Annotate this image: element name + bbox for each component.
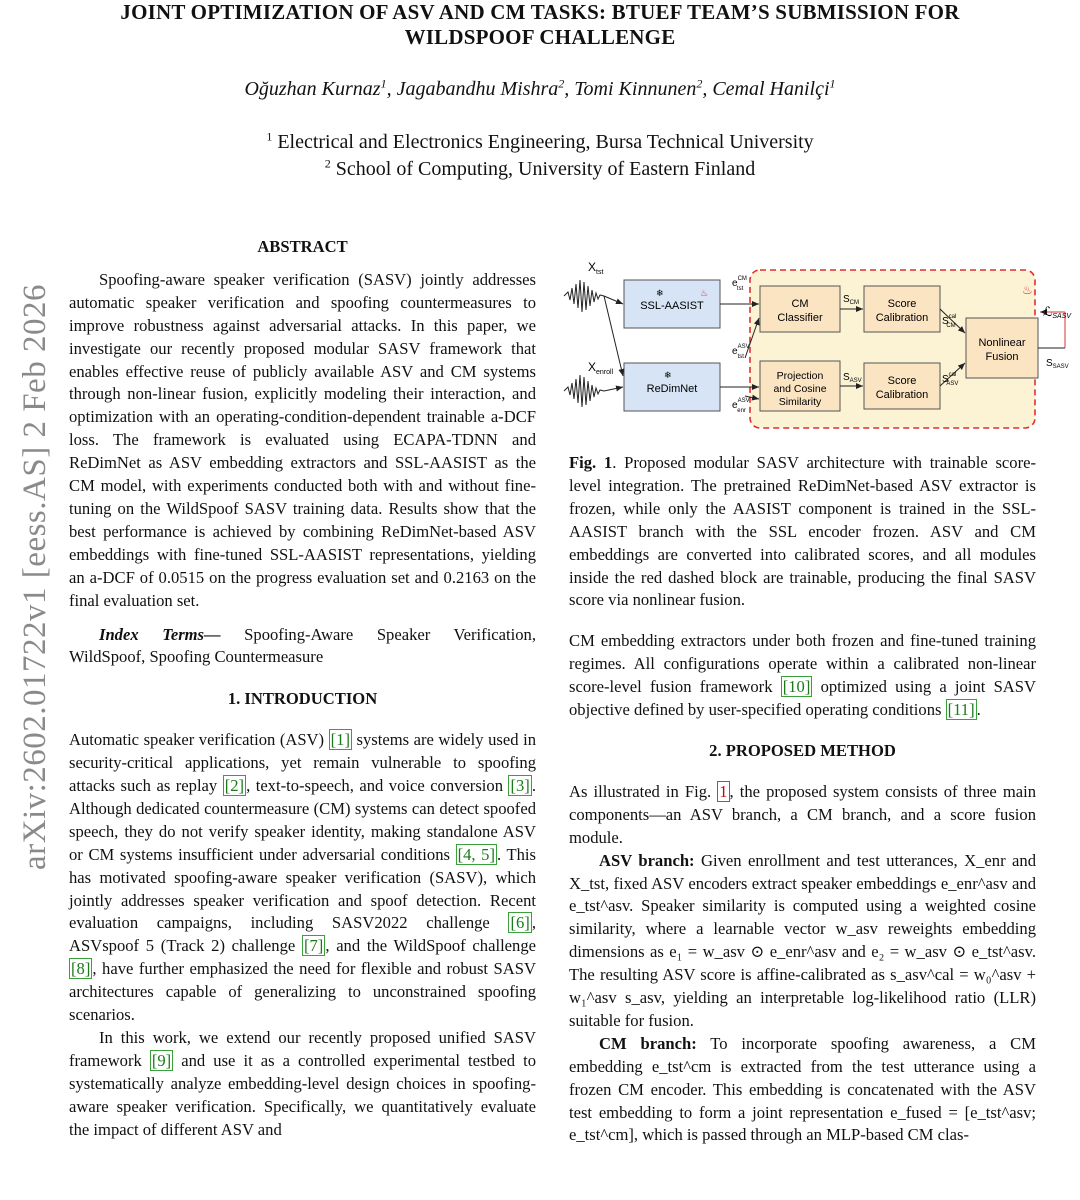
score-calibration-label: Score [887,375,917,387]
method-intro-paragraph [569,781,1036,850]
index-terms-label: Index Terms— [99,624,221,644]
intro-paragraph-2 [69,1027,536,1142]
s-cm-cal-label: $S^{cal}$ CM [942,314,957,329]
flame-icon: ♨ [700,288,709,298]
test-waveform-icon [564,280,604,312]
citation-link[interactable]: [8] [71,959,91,979]
cm-classifier-label: Classifier [777,312,823,324]
s-asv-cal-label: $S^{cal}$ ASV [942,372,959,387]
projection-label: and Cosine [773,383,827,395]
cm-classifier-label: CM [791,298,809,310]
author-affil: 1 [829,76,836,91]
abstract-text: Spoofing-aware speaker verification (SASV) jointly addresses automatic speaker verification and spoofing countermeasures to improve robustness against adversarial attacks. In this paper, we investigate our recently proposed modular SASV framework that enables effective reuse of publicly available ASV and CM systems through non-linear fusion, explicitly modeling their interaction, and optimization with an operating-condition-dependent trainable a-DCF loss. The framework is evaluated using ECAPA-TDNN and ReDimNet as ASV embedding extractors and SSL-AASIST as the CM model, with experiments conducted both with and without fine-tuning on the WildSpoof SASV training data. Results show that the best performance is achieved by combining ReDimNet-based ASV embeddings with fine-tuned SSL-AASIST representations, yielding an a-DCF of 0.0515 on the progress evaluation set and 0.2163 on the final evaluation set. [69,269,536,610]
flame-icon: ♨ [1022,283,1033,297]
nonlinear-fusion-label: Nonlinear [978,337,1026,349]
figure-1 [560,258,1080,438]
loss-label: ℒSASV [1043,304,1072,320]
author: Jagabandhu Mishra [396,78,559,100]
figure-caption-label: Fig. 1 [569,453,613,472]
citation-link[interactable]: [6] [510,913,530,933]
affiliation-2 [0,158,1080,181]
citation-link[interactable]: [11] [947,700,975,720]
affil-text: Electrical and Electronics Engineering, Bursa Technical University [277,131,814,153]
x-tst-label: $X_{tst}$ [588,260,604,276]
author: Tomi Kinnunen [574,78,697,100]
affil-num: 1 [266,129,273,144]
intro-paragraph-1 [69,729,536,1027]
score-calibration-label: Calibration [875,389,929,401]
paragraph-text: In this work, we extend our recently proposed unified SASV framework [69,1028,536,1070]
paragraph-text: systems are widely used in security-critical applications, yet remain vulnerable to spoofing attacks such as replay [69,730,536,796]
abstract-heading: ABSTRACT [257,237,348,256]
paragraph-text: CM embedding extractors under both frozen and fine-tuned training regimes. All configurations operate within a calibrated non-linear score-level fusion framework [569,631,1036,697]
paper-title [0,0,1080,50]
figure-caption [569,452,1036,612]
affil-text: School of Computing, University of Eastern Finland [335,158,756,180]
paragraph-text: As illustrated in Fig. [569,781,718,801]
paragraph-text: , text-to-speech, and voice conversion [246,776,509,796]
title-line-1: JOINT OPTIMIZATION OF ASV AND CM TASKS: BTUEF TEAM’S SUBMISSION FOR [120,0,960,24]
method-heading: 2. PROPOSED METHOD [709,740,896,760]
citation-link[interactable]: [9] [151,1050,172,1070]
arxiv-identifier: arXiv:2602.01722v1 [eess.AS] 2 Feb 2026 [17,284,53,870]
author: Oğuzhan Kurnaz [244,78,381,100]
index-terms-text: Spoofing-Aware Speaker Verification, WildSpoof, Spoofing Countermeasure [69,624,537,667]
paragraph-text: . [976,700,981,720]
e-enr-asv-label: $e^{ASV}$ enr [732,398,750,414]
enroll-waveform-icon [564,375,604,407]
projection-label: Projection [776,370,824,382]
snowflake-icon: ❄ [664,370,672,380]
projection-label: Similarity [778,396,822,408]
ssl-aasist-label: SSL-AASIST [640,300,704,312]
intro-heading: 1. INTRODUCTION [227,689,378,709]
citation-link[interactable]: [3] [510,776,530,796]
author-affil: 1 [380,76,387,91]
paragraph-text: , and the WildSpoof challenge [325,936,536,956]
asv-branch-paragraph [569,850,1036,1033]
author-affil: 2 [558,76,565,91]
snowflake-icon: ❄ [656,288,664,298]
nonlinear-fusion-label: Fusion [985,351,1019,363]
asv-branch-label: ASV branch: [599,850,695,870]
score-calibration-label: Calibration [875,312,929,324]
intro-continuation [569,630,1036,722]
s-cm-label: $S_{CM}$ [843,294,860,306]
paragraph-text: Automatic speaker verification (ASV) [69,730,329,750]
citation-link[interactable]: [7] [303,936,324,956]
asv-branch-text: Given enrollment and test utterances, X_enr and X_tst, fixed ASV encoders extract speaker embeddings e_enr^asv and e_tst^asv. Speaker similarity is computed using a weighted cosine similarity, where a learnable vector w_asv reweights embedding dimensions as e₁ = w_asv ⊙ e_enr^asv and e₂ = w_asv ⊙ e_tst^asv. The resulting ASV score is affine-calibrated as s_asv^cal = w₀^asv + w₁^asv s_asv, yielding an interpretable log-likelihood ratio (LLR) suitable for fusion. [569,850,1036,1030]
paragraph-text: . This has motivated spoofing-aware speaker verification (SASV), which jointly addresses speaker verification and spoof detection. Recent evaluation campaigns, including SASV2022 challenge [69,844,536,933]
figure-caption-text: . Proposed modular SASV architecture with trainable score-level integration. The pretrained ReDimNet-based ASV extractor is frozen, while only the AASIST component is trained in the SSL-AASIST branch with the SSL encoder frozen. ASV and CM embeddings are converted into calibrated scores, and all modules inside the red dashed block are trainable, producing the final SASV score via nonlinear fusion. [569,453,1036,610]
paragraph-text: optimized using a joint SASV objective defined by user-specified operating conditions [569,677,1036,720]
author-affil: 2 [696,76,703,91]
s-asv-label: $S_{ASV}$ [843,372,862,384]
citation-link[interactable]: [10] [782,677,811,697]
e-tst-cm-label: $e^{CM}$ tst [732,276,747,292]
citation-link[interactable]: [1] [330,730,350,750]
cm-branch-label: CM branch: [599,1033,697,1053]
affiliation-1 [0,131,1080,154]
citation-link[interactable]: [4, 5] [457,844,496,864]
title-line-2: WILDSPOOF CHALLENGE [404,25,676,49]
author: Cemal Hanilçi [712,78,830,100]
index-terms [69,624,536,670]
figure-reference-link[interactable]: 1 [719,781,728,801]
affil-num: 2 [324,156,331,171]
cm-branch-paragraph [569,1033,1036,1148]
redimnet-label: ReDimNet [646,383,698,395]
citation-link[interactable]: [2] [224,776,245,796]
x-enroll-label: $X_{enroll}$ [588,360,614,376]
e-tst-asv-label: $e^{ASV}$ tst [732,344,750,360]
paragraph-text: , the proposed system consists of three main components—an ASV branch, a CM branch, and a score fusion module. [569,781,1036,847]
paragraph-text: and use it as a controlled experimental testbed to systematically analyze embedding-level design choices in spoofing-aware speaker verification. Specifically, we quantitatively evaluate the impact of different ASV and [69,1050,536,1139]
score-calibration-label: Score [887,298,917,310]
paragraph-text: . Although dedicated countermeasure (CM) systems can detect spoofed speech, they do not verify speaker identity, making standalone ASV or CM systems insufficient under adversarial conditions [69,776,536,864]
paragraph-text: , have further emphasized the need for flexible and robust SASV architectures capable of generalizing to unconstrained spoofing scenarios. [69,959,536,1025]
paragraph-text: , ASVspoof 5 (Track 2) challenge [69,913,536,956]
author-list: Oğuzhan Kurnaz$^1$, Jagabandhu Mishra$^2$, Tomi Kinnunen$^2$, Cemal Hanilçi$^1$ [244,76,836,100]
right-column [569,452,1036,1147]
cm-branch-text: To incorporate spoofing awareness, a CM embedding e_tst^cm is extracted from the test utterance using a frozen CM encoder. This embedding is concatenated with the ASV test embedding to form a joint representation e_fused = [e_tst^asv; e_tst^cm], which is passed through an MLP-based CM clas- [569,1033,1036,1145]
left-column [69,236,536,1142]
sasv-architecture-diagram [560,258,1080,438]
s-sasv-label: $S_{SASV}$ [1046,358,1069,370]
